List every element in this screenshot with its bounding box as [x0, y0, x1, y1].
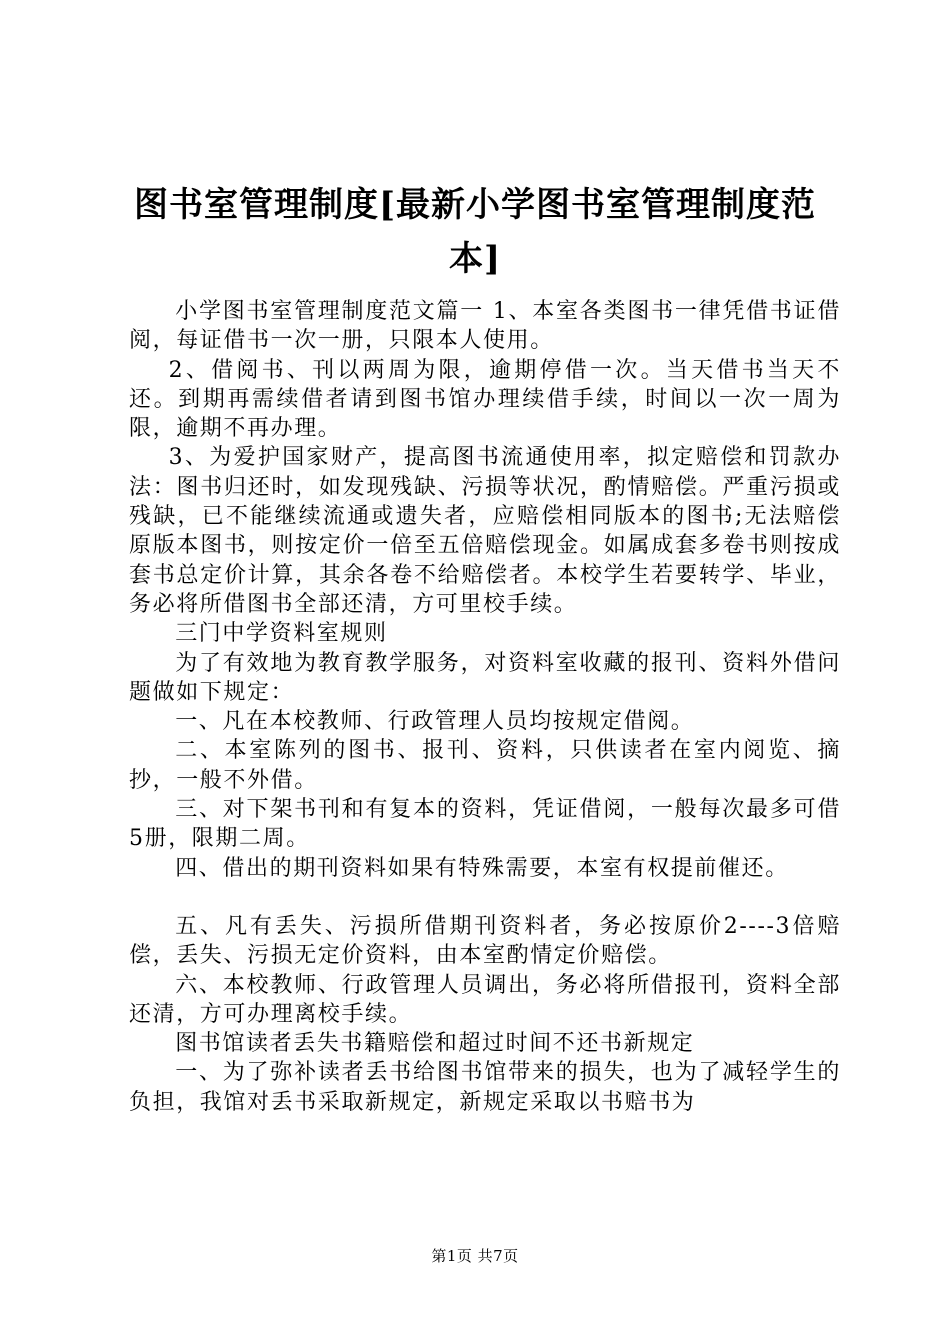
document-title: 图书室管理制度[最新小学图书室管理制度范本] [133, 185, 817, 279]
document-body [129, 297, 841, 1117]
paragraph: 为了有效地为教育教学服务，对资料室收藏的报刊、资料外借问题做如下规定： [129, 650, 841, 705]
paragraph: 2、借阅书、刊以两周为限，逾期停借一次。当天借书当天不还。到期再需续借者请到图书馆办理续借手续，时间以一次一周为限，逾期不再办理。 [129, 357, 841, 442]
rule-item: 五、凡有丢失、污损所借期刊资料者，务必按原价2----3倍赔偿，丢失、污损无定价资料，由本室酌情定价赔偿。 [129, 913, 841, 969]
paragraph: 小学图书室管理制度范文篇一 1、本室各类图书一律凭借书证借阅，每证借书一次一册，只限本人使用。 [129, 299, 841, 354]
rule-item: 二、本室陈列的图书、报刊、资料，只供读者在室内阅览、摘抄，一般不外借。 [129, 738, 841, 793]
rule-item: 四、借出的期刊资料如果有特殊需要，本室有权提前催还。 [175, 855, 789, 881]
section-heading: 图书馆读者丢失书籍赔偿和超过时间不还书新规定 [175, 1031, 695, 1057]
section-heading: 三门中学资料室规则 [175, 621, 388, 647]
rule-item: 六、本校教师、行政管理人员调出，务必将所借报刊，资料全部还清，方可办理离校手续。 [129, 972, 841, 1027]
rule-item: 三、对下架书刊和有复本的资料，凭证借阅，一般每次最多可借5册，限期二周。 [129, 797, 841, 852]
page-footer: 第1页 共7页 [431, 1247, 519, 1265]
paragraph: 3、为爱护国家财产，提高图书流通使用率，拟定赔偿和罚款办法：图书归还时，如发现残缺、污损等状况，酌情赔偿。严重污损或残缺，已不能继续流通或遗失者，应赔偿相同版本的图书;无法赔偿原版本图书，则按定价一倍至五倍赔偿现金。如属成套多卷书则按成套书总定价计算，其余各卷不给赔偿者。本校学生若要转学、毕业，务必将所借图书全部还清，方可里校手续。 [129, 445, 841, 617]
rule-item: 一、凡在本校教师、行政管理人员均按规定借阅。 [175, 709, 695, 735]
rule-item: 一、为了弥补读者丢书给图书馆带来的损失，也为了减轻学生的负担，我馆对丢书采取新规定，新规定采取以书赔书为 [129, 1060, 841, 1115]
